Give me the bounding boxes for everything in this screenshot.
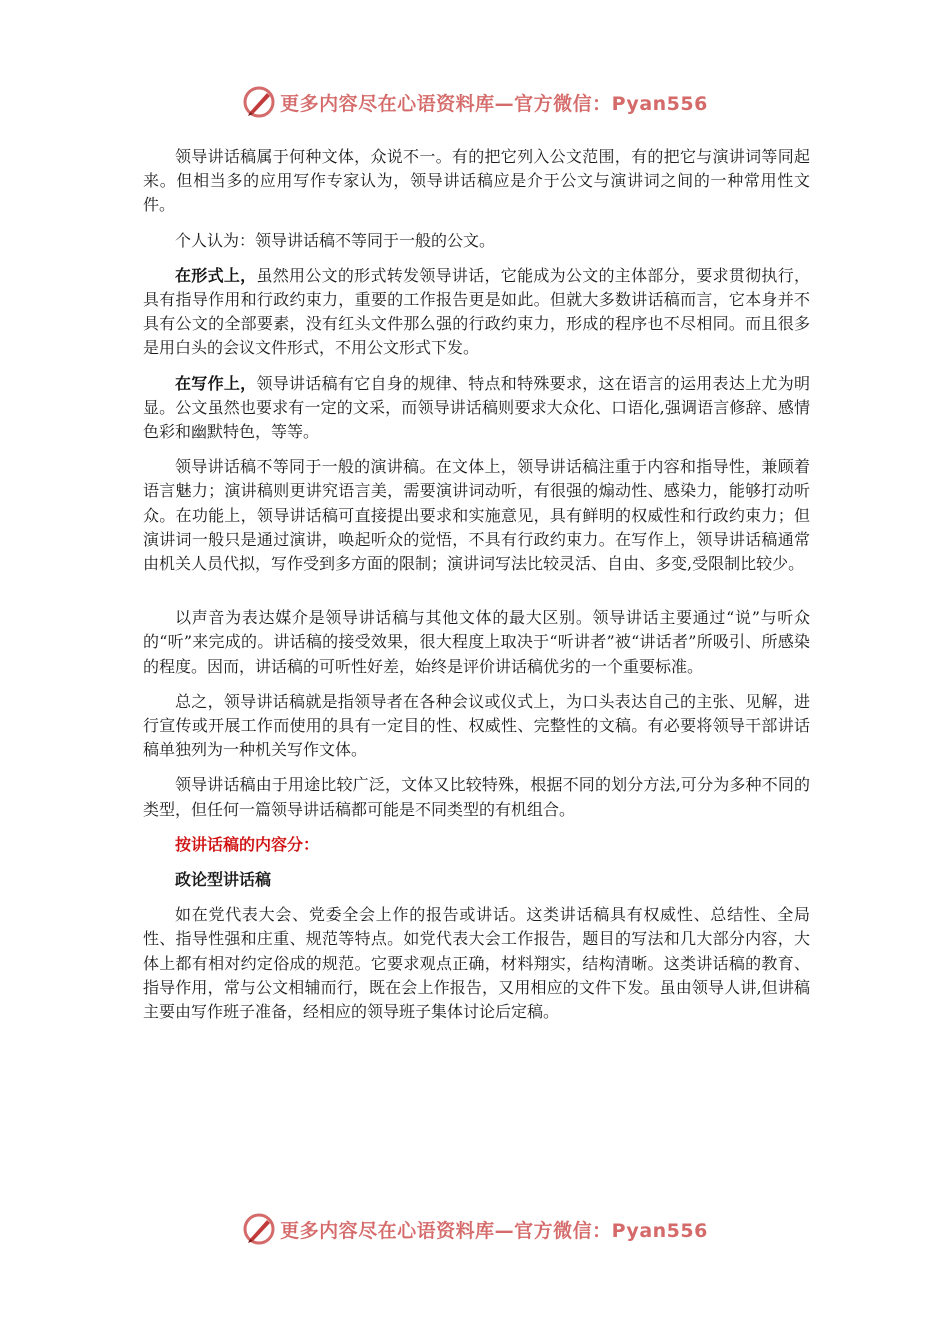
header-banner <box>0 82 950 122</box>
pen-circle-logo-icon <box>242 1212 276 1246</box>
section-heading: 按讲话稿的内容分： <box>175 834 320 854</box>
paragraph: 领导讲话稿属于何种文体，众说不一。有的把它列入公文范围，有的把它与演讲词等同起来。但相当多的应用写作专家认为，领导讲话稿应是介于公文与演讲词之间的一种常用性文件。 <box>143 147 810 215</box>
paragraph: 领导讲话稿不等同于一般的演讲稿。在文体上，领导讲话稿注重于内容和指导性，兼顾着语言魅力；演讲稿则更讲究语言美，需要演讲词动听，有很强的煽动性、感染力，能够打动听众。在功能上，领导讲话稿可直接提出要求和实施意见，具有鲜明的权威性和行政约束力；但演讲词一般只是通过演讲，唤起听众的觉悟，不具有行政约束力。在写作上，领导讲话稿通常由机关人员代拟，写作受到多方面的限制；演讲词写法比较灵活、自由、多变,受限制比较少。 <box>143 457 810 574</box>
banner-text: 更多内容尽在心语资料库—官方微信：Pyan556 <box>280 92 708 115</box>
banner-text: 更多内容尽在心语资料库—官方微信：Pyan556 <box>280 1219 708 1242</box>
bold-lead: 在写作上， <box>175 373 257 393</box>
paragraph-text: 领导讲话稿有它自身的规律、特点和特殊要求，这在语言的运用表达上尤为明显。公文虽然也要求有一定的文采，而领导讲话稿则要求大众化、口语化,强调语言修辞、感情色彩和幽默特色，等等。 <box>143 373 810 442</box>
paragraph: 个人认为：领导讲话稿不等同于一般的公文。 <box>175 230 496 250</box>
bold-lead: 在形式上， <box>175 265 257 285</box>
paragraph: 领导讲话稿由于用途比较广泛，文体又比较特殊，根据不同的划分方法,可分为多种不同的类型，但任何一篇领导讲话稿都可能是不同类型的有机组合。 <box>143 775 810 819</box>
paragraph-text: 虽然用公文的形式转发领导讲话，它能成为公文的主体部分，要求贯彻执行，具有指导作用和行政约束力，重要的工作报告更是如此。但就大多数讲话稿而言，它本身并不具有公文的全部要素，没有红头文件那么强的行政约束力，形成的程序也不尽相同。而且很多是用白头的会议文件形式，不用公文形式下发。 <box>143 265 810 358</box>
paragraph: 总之，领导讲话稿就是指领导者在各种会议或仪式上，为口头表达自己的主张、见解，进行宣传或开展工作而使用的具有一定目的性、权威性、完整性的文稿。有必要将领导干部讲话稿单独列为一种机关写作文体。 <box>143 691 810 760</box>
paragraph: 如在党代表大会、党委全会上作的报告或讲话。这类讲话稿具有权威性、总结性、全局性、指导性强和庄重、规范等特点。如党代表大会工作报告，题目的写法和几大部分内容，大体上都有相对约定俗成的规范。它要求观点正确，材料翔实，结构清晰。这类讲话稿的教育、指导作用，常与公文相辅而行，既在会上作报告，又用相应的文件下发。虽由领导人讲,但讲稿主要由写作班子准备，经相应的领导班子集体讨论后定稿。 <box>143 905 810 1022</box>
footer-banner <box>0 1209 950 1249</box>
document-body <box>143 145 810 1035</box>
subsection-heading: 政论型讲话稿 <box>175 870 272 890</box>
pen-circle-logo-icon <box>242 85 276 119</box>
paragraph: 以声音为表达媒介是领导讲话稿与其他文体的最大区别。领导讲话主要通过“说”与听众的“听”来完成的。讲话稿的接受效果，很大程度上取决于“听讲者”被“讲话者”所吸引、所感染的程度。因而，讲话稿的可听性好差，始终是评价讲话稿优劣的一个重要标准。 <box>143 608 810 676</box>
paragraph <box>143 264 810 361</box>
paragraph <box>143 372 810 445</box>
